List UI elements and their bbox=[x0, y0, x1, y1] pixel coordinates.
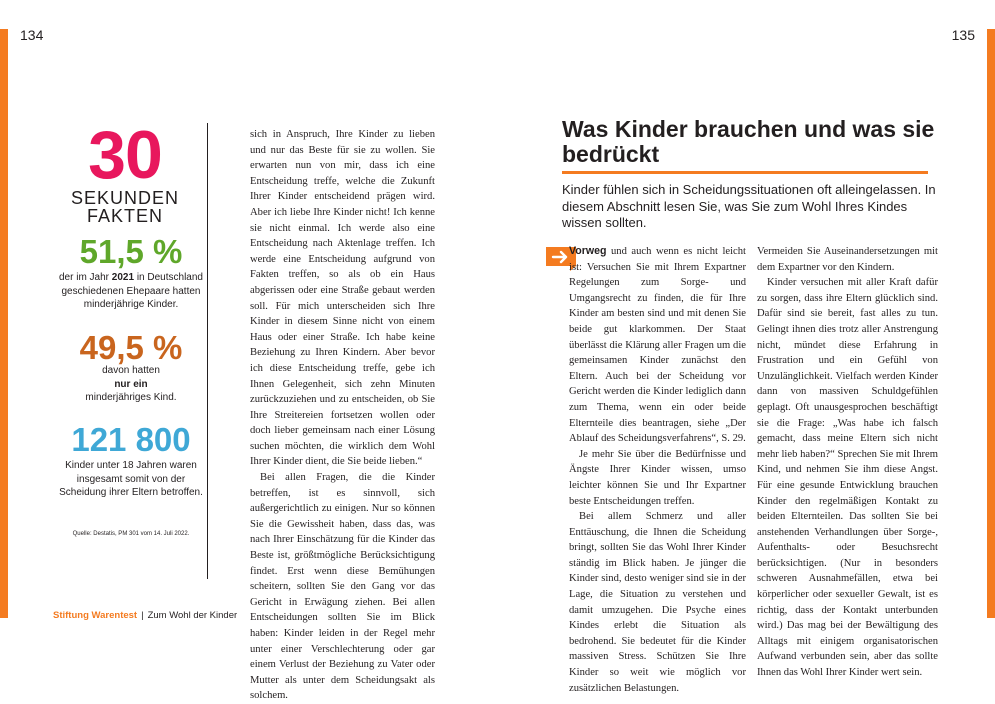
paragraph: sich in Anspruch, Ihre Kinder zu lieben und nur das Beste für sie zu wollen. Sie erwarten nun von mir, dass ich eine Entscheidung treffe, welche die Zukunft Ihrer Kinder entscheidend prägen wird. Aber ich liebe Ihre Kinder nicht! Ich kenne sie nicht einmal. Ich werde also eine Entscheidung nach Aktenlage treffen. Ich werde eine Entscheidung aufgrund von Fakten treffen, so als ob ein Haus abgerissen oder eine Straße gebaut werden soll. Für mich unterscheiden sich Ihre Kinder in diesem Sinne nicht von einem Haus oder einer Straße. Ich habe keine Beziehung zu Ihren Kindern. Aber bevor ich diese Entscheidung treffe, gebe ich Ihnen Gelegenheit, sich zehn Minuten zurückzuziehen und zu entscheiden, ob Sie Ihre Streitereien fortsetzen wollen oder doch lieber gemeinsam nach einer Lösung suchen möchten, die wirklich dem Wohl Ihrer Kinder dient, die Sie beide lieben.“ bbox=[250, 129, 435, 468]
paragraph: Kinder versuchen mit aller Kraft dafür zu sorgen, dass ihre Eltern glücklich sind. Dafür sind sie bereit, fast alles zu tun. Gelingt ihnen dies trotz aller Anstrengung nicht, mündet diese Erfahrung in Frustration und ein Gefühl von Unzulänglichkeit. Vielfach werden Kinder dann von massiven Schuldgefühlen geplagt. Oft unausgesprochen beschäftigt sie die Frage: „Was habe ich falsch gemacht, dass meine Eltern sich nicht mehr lieb haben?“ Sprechen Sie mit Ihrem Kind, und nehmen Sie ihm diese Angst. Für eine gesunde Entwicklung brauchen Kinder den regelmäßigen Kontakt zu beiden Elternteilen. Das sollten Sie bei anstehenden Verhandlungen über Sorge-, Aufenthalts- oder Besuchsrecht berücksichtigen. (Nur in besonders schweren Ausnahmefällen, etwa bei körperlicher oder sexueller Gewalt, ist es richtig, dass der Kontakt unterbunden wird.) Das mag bei der Bewältigung des Alltags mit einigem organisatorischen Aufwand verbunden sein, aber das sollte Ihnen das Wohl Ihrer Kinder wert sein. bbox=[757, 277, 938, 679]
body-column-3 bbox=[757, 244, 938, 681]
paragraph: Vermeiden Sie Auseinandersetzungen mit dem Expartner vor den Kindern. bbox=[757, 246, 938, 273]
paragraph-text: und auch wenn es nicht leicht ist: Versuchen Sie mit Ihrem Expartner Regelungen zum Sorge- und Umgangsrecht zu finden, die für Ihre Kinder am besten sind und mit denen Sie beide gut klarkommen. Der Staat überlässt die Klärung aller Fragen um die gemeinsamen Kinder zunächst den Eltern. Auch bei der Scheidung vor Gericht werden die Kinder lediglich dann zum Thema, wenn ein oder beide Elternteile dies beantragen, siehe „Der Ablauf des Scheidungsverfahrens“, S. 29. bbox=[569, 246, 746, 445]
stat-description-2 bbox=[55, 364, 207, 405]
stat-desc-2-part-2: nur ein bbox=[114, 378, 148, 390]
footer-brand: Stiftung Warentest bbox=[53, 610, 138, 621]
page-footer bbox=[53, 610, 237, 621]
facts-big-number: 30 bbox=[88, 117, 162, 193]
stat-description-3 bbox=[55, 459, 207, 500]
stat-value-1: 51,5 % bbox=[79, 233, 183, 270]
stat-desc-1-part-3: in Deutschland geschiedenen Ehepaare hatten minderjährige Kinder. bbox=[61, 272, 203, 310]
page-number-right: 135 bbox=[951, 27, 975, 43]
section-heading: Was Kinder brauchen und was sie bedrückt bbox=[562, 116, 935, 167]
facts-label-line1: SEKUNDEN bbox=[70, 188, 180, 208]
facts-sidebar bbox=[55, 117, 208, 579]
stat-desc-1-part-2: 2021 bbox=[111, 272, 135, 283]
footer-separator: | bbox=[141, 610, 144, 621]
heading-rule bbox=[562, 171, 928, 174]
lead-in-word: Vorweg bbox=[569, 245, 607, 257]
body-column-1 bbox=[250, 127, 435, 704]
stat-desc-2-part-1: davon hatten bbox=[102, 365, 160, 376]
stat-value-2: 49,5 % bbox=[79, 329, 183, 366]
stat-desc-2-part-3: minderjähriges Kind. bbox=[85, 392, 177, 403]
stat-description-1 bbox=[55, 271, 207, 312]
stat-desc-1-part-1: der im Jahr bbox=[59, 272, 112, 283]
lead-text: Kinder fühlen sich in Scheidungssituationen oft alleingelassen. In diesem Abschnitt lesen Sie, was Sie zum Wohl Ihres Kindes wissen sollten. bbox=[562, 182, 936, 230]
paragraph: Bei allen Fragen, die die Kinder betreffen, ist es sinnvoll, sich außergerichtlich zu einigen. Nur so können Sie die Gewissheit haben, dass das, was nach Ihrer Einschätzung für die Kinder das Beste ist, größtmögliche Berücksichtigung findet. Erst wenn diese Bemühungen scheitern, sollten Sie den Gang vor das Gericht in Erwägung ziehen. Bei allen Entscheidungen sollten Sie im Blick haben: Kinder leiden in der Regel mehr unter einer Verschlechterung oder gar einem Verlust der Beziehung zu Vater oder Mutter als unter dem Scheidungsakt als solchem. bbox=[250, 472, 435, 702]
stat-value-3: 121 800 bbox=[71, 421, 191, 458]
right-edge-bar bbox=[987, 29, 995, 618]
page-number-left: 134 bbox=[20, 27, 44, 43]
stat-desc-3-part-1: Kinder unter 18 Jahren waren insgesamt somit von der Scheidung ihrer Eltern betroffen. bbox=[59, 460, 203, 498]
facts-label-line2: FAKTEN bbox=[86, 206, 163, 226]
paragraph: Bei allem Schmerz und aller Enttäuschung, die Ihnen die Scheidung bringt, sollten Sie das Wohl Ihrer Kinder ständig im Blick haben. Je jünger die Kinder sind, desto weniger sind sie in der Lage, die Situation zu verstehen und damit umzugehen. Die Psyche eines Kindes erlebt die Situation als bedrohend. Sie bedeutet für die Kinder massiven Stress. Schützen Sie Ihre Kinder so weit wie möglich vor zusätzlichen Belastungen. bbox=[569, 511, 746, 694]
body-column-2 bbox=[569, 244, 746, 696]
footer-title: Zum Wohl der Kinder bbox=[147, 610, 238, 621]
paragraph bbox=[569, 244, 746, 447]
left-edge-bar bbox=[0, 29, 8, 618]
paragraph: Je mehr Sie über die Bedürfnisse und Ängste Ihrer Kinder wissen, umso leichter können Sie und Ihr Expartner beste Entscheidungen treffen. bbox=[569, 448, 746, 507]
facts-source: Quelle: Destatis, PM 301 vom 14. Juli 2022. bbox=[72, 531, 190, 537]
